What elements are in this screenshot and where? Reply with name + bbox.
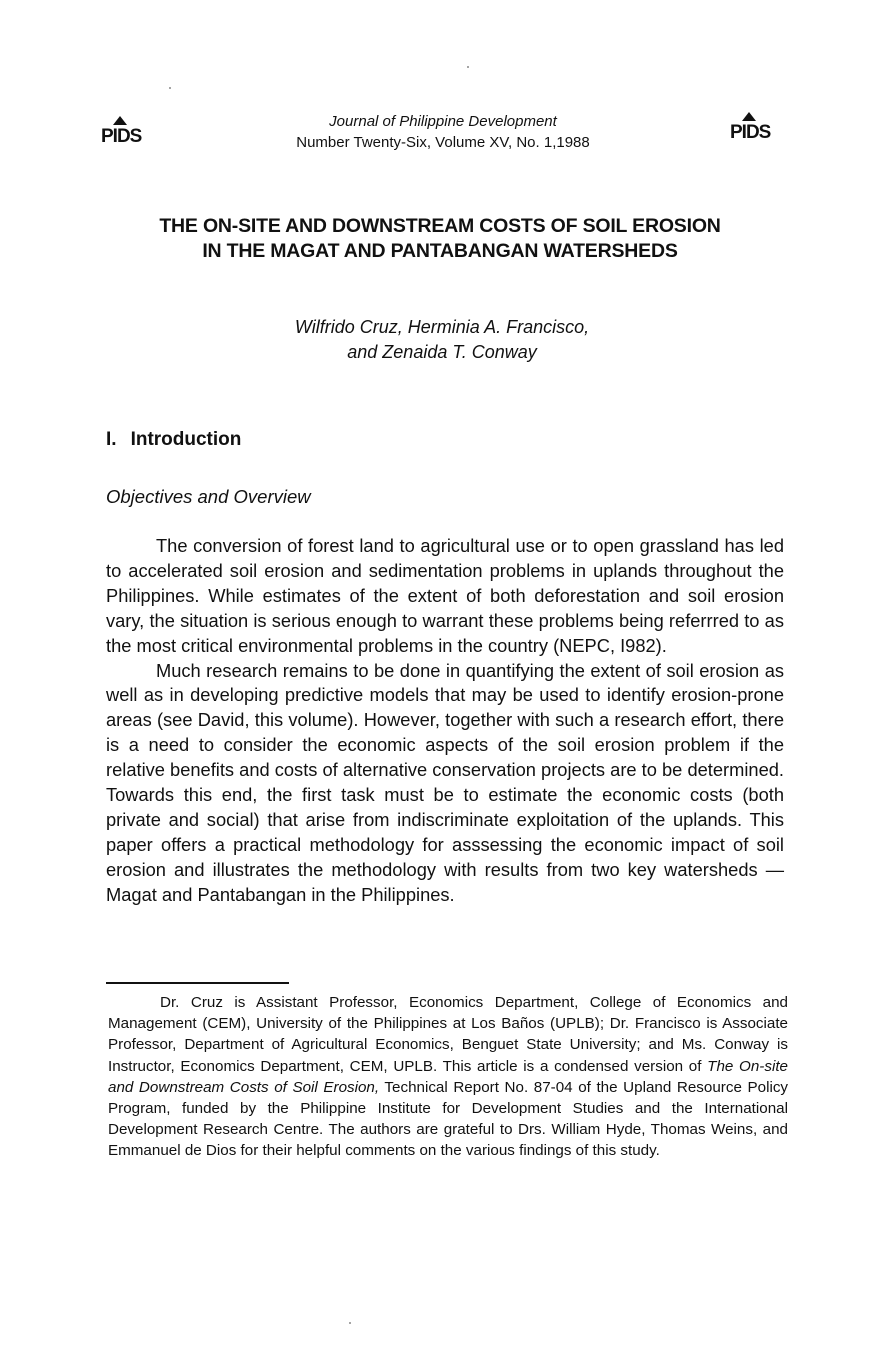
- title-line-1: THE ON-SITE AND DOWNSTREAM COSTS OF SOIL EROSION: [159, 215, 721, 237]
- scan-speck: [349, 1322, 351, 1324]
- issue-line: Number Twenty-Six, Volume XV, No. 1,1988: [296, 134, 590, 151]
- body-text: [106, 534, 784, 908]
- logo-text: PIDS: [730, 122, 771, 143]
- logo-cap-icon: [742, 112, 756, 121]
- footnote-report-title: The On-site and Downstream Costs of Soil Erosion,: [108, 1057, 789, 1096]
- pids-logo-right: [730, 122, 770, 144]
- title-line-2: IN THE MAGAT AND PANTABANGAN WATERSHEDS: [202, 240, 678, 262]
- authors-line-2: and Zenaida T. Conway: [347, 342, 537, 362]
- footnote-text-end: Technical Report No. 87-04 of the Upland Resource Policy Program, funded by the Philippine Institute for Development Studies and the International Development Research Centre. The authors are grateful to Drs. William Hyde, Thomas Weins, and Emmanuel de Dios for their helpful comments on the various findings of this study.: [108, 1078, 789, 1160]
- paragraph: Much research remains to be done in quantifying the extent of soil erosion as well as in developing predictive models that may be used to identify erosion-prone areas (see David, this volume). However, together with such a research effort, there is a need to consider the economic aspects of the soil erosion problem if the relative benefits and costs of alternative conservation projects are to be determined. Towards this end, the first task must be to estimate the economic costs (both private and social) that arise from indiscriminate exploitation of the uplands. This paper offers a practical methodology for asssessing the economic impact of soil erosion and illustrates the methodology with results from two key watersheds — Magat and Pantabangan in the Philippines.: [106, 659, 784, 905]
- authors-line-1: Wilfrido Cruz, Herminia A. Francisco,: [294, 317, 590, 337]
- section-number: I.: [106, 429, 117, 450]
- scan-speck: [169, 87, 171, 89]
- journal-header: [220, 111, 666, 153]
- footnote-paragraph: [108, 992, 788, 1162]
- journal-name: Journal of Philippine Development: [329, 113, 557, 130]
- subsection-heading: Objectives and Overview: [106, 486, 311, 507]
- footnote: [108, 992, 788, 1162]
- footnote-text-start: Dr. Cruz is Assistant Professor, Economics Department, College of Economics and Management (CEM), University of the Philippines at Los Baños (UPLB); Dr. Francisco is Associate Professor, Department of Agricultural Economics, Benguet State University; and Ms. Conway is Instructor, Economics Department, CEM, UPLB. This article is a condensed version of: [108, 994, 788, 1075]
- section-heading: [106, 429, 241, 451]
- paragraph: The conversion of forest land to agricultural use or to open grassland has led to accelerated soil erosion and sedimentation problems in uplands throughout the Philippines. While estimates of the extent of both deforestation and soil erosion vary, the situation is serious enough to warrant these problems being referrred to as the most critical environmental problems in the country (NEPC, I982).: [106, 535, 784, 656]
- footnote-divider: [106, 982, 289, 984]
- article-title: [100, 214, 780, 264]
- section-title: Introduction: [130, 429, 242, 450]
- authors: [200, 315, 684, 365]
- scan-speck: [467, 66, 469, 68]
- pids-logo-left: [101, 126, 141, 148]
- logo-cap-icon: [113, 116, 127, 125]
- logo-text: PIDS: [101, 126, 142, 147]
